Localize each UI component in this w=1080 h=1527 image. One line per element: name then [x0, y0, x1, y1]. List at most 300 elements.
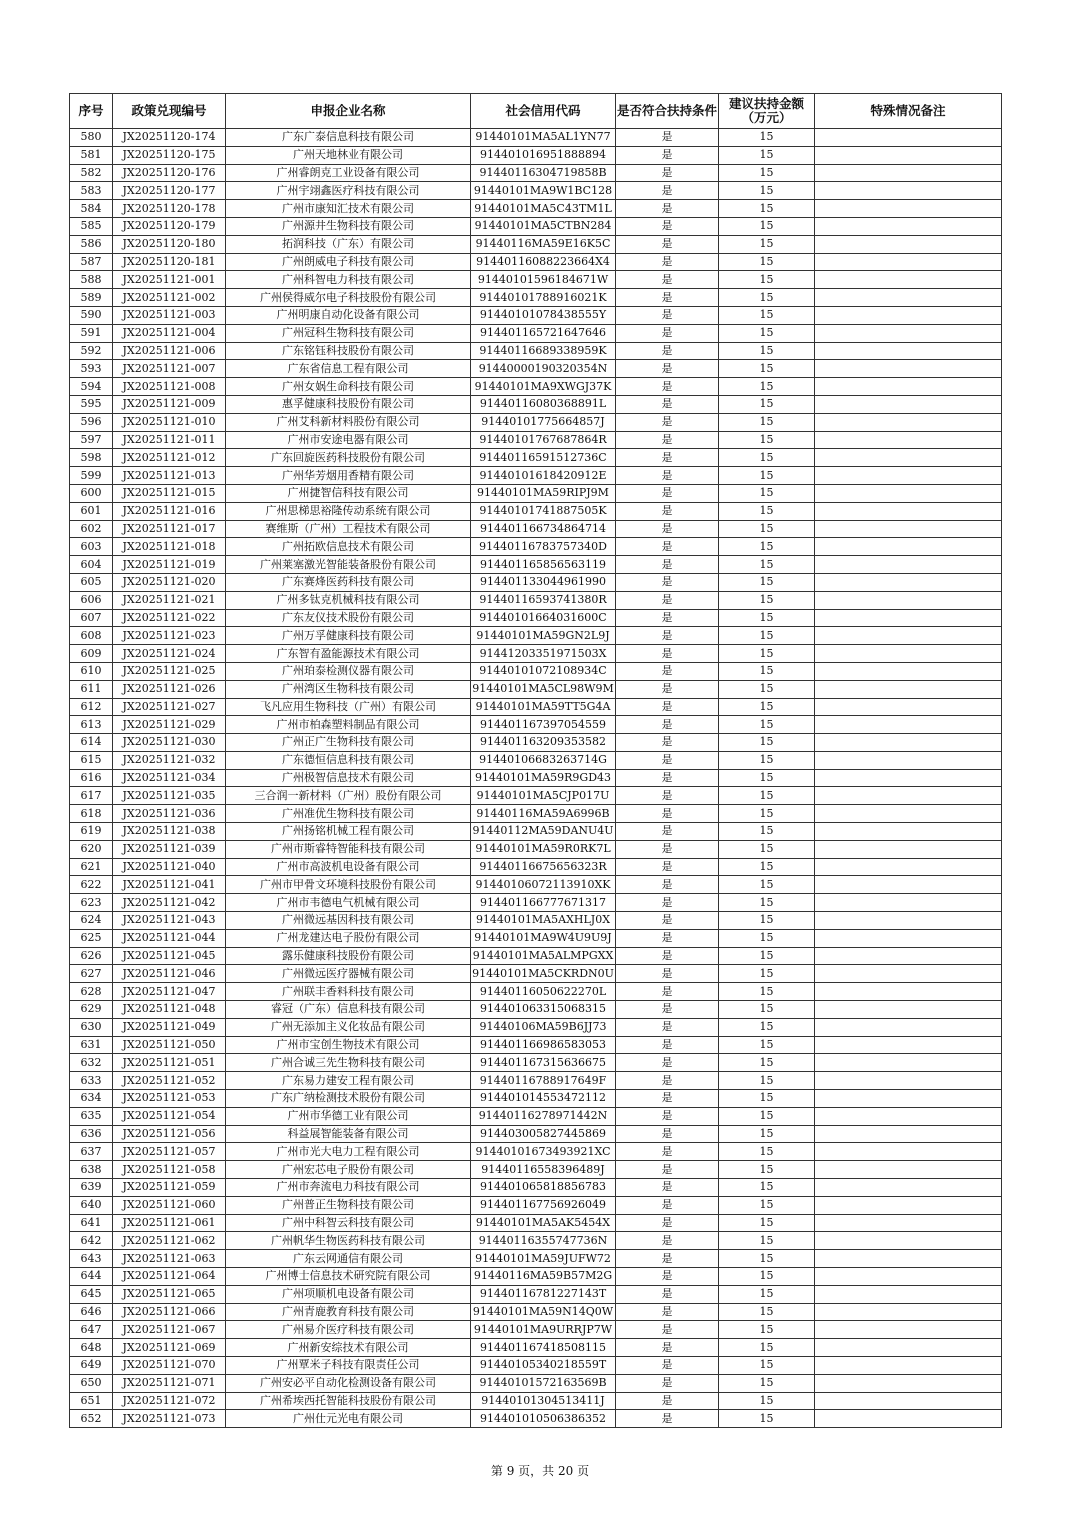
cell-credit-code: 91440101664031600C: [471, 609, 616, 627]
cell-company-name: 广州宇翊鑫医疗科技有限公司: [226, 182, 471, 200]
col-header-remark: 特殊情况备注: [815, 94, 1002, 129]
cell-credit-code: 914401166986583053: [471, 1036, 616, 1054]
cell-company-name: 广州市康知汇技术有限公司: [226, 200, 471, 218]
cell-amount: 15: [719, 271, 815, 289]
cell-eligible: 是: [616, 1250, 719, 1268]
cell-credit-code: 91440101078438555Y: [471, 306, 616, 324]
cell-amount: 15: [719, 1285, 815, 1303]
cell-policy-code: JX20251121-036: [113, 805, 226, 823]
table-header: [70, 94, 1002, 129]
cell-policy-code: JX20251121-040: [113, 858, 226, 876]
cell-eligible: 是: [616, 716, 719, 734]
table-row: [70, 609, 1002, 627]
cell-company-name: 广州市高波机电设备有限公司: [226, 858, 471, 876]
cell-amount: 15: [719, 1161, 815, 1179]
cell-remark: [815, 840, 1002, 858]
table-body: [70, 129, 1002, 1428]
cell-eligible: 是: [616, 894, 719, 912]
cell-credit-code: 91440116675656323R: [471, 858, 616, 876]
cell-index: 605: [70, 573, 113, 591]
cell-company-name: 广州朗威电子科技有限公司: [226, 253, 471, 271]
cell-remark: [815, 716, 1002, 734]
cell-index: 637: [70, 1143, 113, 1161]
table-row: [70, 1303, 1002, 1321]
cell-credit-code: 91440101MA5AL1YN77: [471, 129, 616, 147]
cell-amount: 15: [719, 609, 815, 627]
cell-eligible: 是: [616, 876, 719, 894]
table-row: [70, 467, 1002, 485]
cell-eligible: 是: [616, 235, 719, 253]
table-row: [70, 1196, 1002, 1214]
cell-eligible: 是: [616, 164, 719, 182]
cell-amount: 15: [719, 894, 815, 912]
cell-policy-code: JX20251121-064: [113, 1268, 226, 1286]
cell-remark: [815, 556, 1002, 574]
cell-credit-code: 914401167315636675: [471, 1054, 616, 1072]
cell-amount: 15: [719, 912, 815, 930]
cell-eligible: 是: [616, 1356, 719, 1374]
cell-policy-code: JX20251121-065: [113, 1285, 226, 1303]
table-row: [70, 1161, 1002, 1179]
table-row: [70, 1107, 1002, 1125]
cell-company-name: 广州市宝创生物技术有限公司: [226, 1036, 471, 1054]
col-header-index: 序号: [70, 94, 113, 129]
cell-credit-code: 91440101MA9W1BC128: [471, 182, 616, 200]
cell-eligible: 是: [616, 1392, 719, 1410]
cell-eligible: 是: [616, 609, 719, 627]
cell-amount: 15: [719, 342, 815, 360]
cell-remark: [815, 1196, 1002, 1214]
cell-remark: [815, 894, 1002, 912]
cell-amount: 15: [719, 1410, 815, 1428]
cell-remark: [815, 662, 1002, 680]
cell-amount: 15: [719, 360, 815, 378]
table-row: [70, 253, 1002, 271]
cell-company-name: 广州易介医疗科技有限公司: [226, 1321, 471, 1339]
cell-company-name: 广州明康自动化设备有限公司: [226, 306, 471, 324]
cell-policy-code: JX20251121-009: [113, 395, 226, 413]
cell-amount: 15: [719, 1303, 815, 1321]
cell-eligible: 是: [616, 129, 719, 147]
cell-credit-code: 91440101MA5CTBN284: [471, 217, 616, 235]
cell-company-name: 拓润科技（广东）有限公司: [226, 235, 471, 253]
cell-company-name: 广州市甲骨文环境科技股份有限公司: [226, 876, 471, 894]
cell-policy-code: JX20251121-046: [113, 965, 226, 983]
cell-index: 627: [70, 965, 113, 983]
cell-policy-code: JX20251121-073: [113, 1410, 226, 1428]
table-row: [70, 538, 1002, 556]
cell-remark: [815, 306, 1002, 324]
cell-remark: [815, 573, 1002, 591]
cell-remark: [815, 1036, 1002, 1054]
cell-policy-code: JX20251120-180: [113, 235, 226, 253]
cell-credit-code: 91440116689338959K: [471, 342, 616, 360]
cell-policy-code: JX20251120-176: [113, 164, 226, 182]
cell-remark: [815, 449, 1002, 467]
cell-eligible: 是: [616, 983, 719, 1001]
cell-policy-code: JX20251121-070: [113, 1356, 226, 1374]
cell-amount: 15: [719, 1356, 815, 1374]
cell-policy-code: JX20251121-004: [113, 324, 226, 342]
table-row: [70, 1410, 1002, 1428]
cell-policy-code: JX20251121-041: [113, 876, 226, 894]
cell-index: 588: [70, 271, 113, 289]
cell-policy-code: JX20251121-060: [113, 1196, 226, 1214]
table-row: [70, 876, 1002, 894]
cell-amount: 15: [719, 1090, 815, 1108]
table-row: [70, 1268, 1002, 1286]
cell-credit-code: 91440101788916021K: [471, 289, 616, 307]
cell-index: 597: [70, 431, 113, 449]
cell-amount: 15: [719, 1179, 815, 1197]
cell-credit-code: 914401167756926049: [471, 1196, 616, 1214]
cell-company-name: 广州市安途电器有限公司: [226, 431, 471, 449]
cell-credit-code: 914401163209353582: [471, 734, 616, 752]
cell-index: 629: [70, 1001, 113, 1019]
cell-index: 652: [70, 1410, 113, 1428]
cell-credit-code: 91440116781227143T: [471, 1285, 616, 1303]
cell-eligible: 是: [616, 823, 719, 841]
cell-amount: 15: [719, 413, 815, 431]
cell-eligible: 是: [616, 698, 719, 716]
cell-company-name: 广州华芳烟用香精有限公司: [226, 467, 471, 485]
cell-company-name: 三合润一新材料（广州）股份有限公司: [226, 787, 471, 805]
table-row: [70, 1285, 1002, 1303]
cell-index: 616: [70, 769, 113, 787]
table-row: [70, 1125, 1002, 1143]
cell-index: 647: [70, 1321, 113, 1339]
cell-credit-code: 91440101MA9URRJP7W: [471, 1321, 616, 1339]
cell-policy-code: JX20251121-012: [113, 449, 226, 467]
cell-policy-code: JX20251120-174: [113, 129, 226, 147]
cell-remark: [815, 538, 1002, 556]
cell-credit-code: 91440101MA59TT5G4A: [471, 698, 616, 716]
cell-remark: [815, 876, 1002, 894]
cell-amount: 15: [719, 520, 815, 538]
cell-remark: [815, 1001, 1002, 1019]
table-row: [70, 716, 1002, 734]
cell-index: 645: [70, 1285, 113, 1303]
table-row: [70, 431, 1002, 449]
cell-credit-code: 91440101596184671W: [471, 271, 616, 289]
cell-credit-code: 91440101MA5CL98W9M: [471, 680, 616, 698]
table-row: [70, 146, 1002, 164]
cell-company-name: 广州项顺机电设备有限公司: [226, 1285, 471, 1303]
cell-index: 644: [70, 1268, 113, 1286]
table-row: [70, 1090, 1002, 1108]
cell-amount: 15: [719, 1268, 815, 1286]
cell-company-name: 广州青鹿教育科技有限公司: [226, 1303, 471, 1321]
cell-policy-code: JX20251121-017: [113, 520, 226, 538]
cell-eligible: 是: [616, 1214, 719, 1232]
cell-index: 596: [70, 413, 113, 431]
cell-policy-code: JX20251121-021: [113, 591, 226, 609]
cell-policy-code: JX20251121-067: [113, 1321, 226, 1339]
table-row: [70, 1072, 1002, 1090]
cell-policy-code: JX20251121-024: [113, 645, 226, 663]
cell-remark: [815, 1356, 1002, 1374]
page-footer: 第 9 页，共 20 页: [490, 1464, 590, 1478]
cell-amount: 15: [719, 947, 815, 965]
cell-company-name: 广州覃米子科技有限责任公司: [226, 1356, 471, 1374]
cell-amount: 15: [719, 1107, 815, 1125]
cell-index: 643: [70, 1250, 113, 1268]
cell-eligible: 是: [616, 1339, 719, 1357]
cell-index: 614: [70, 734, 113, 752]
cell-remark: [815, 751, 1002, 769]
cell-remark: [815, 146, 1002, 164]
cell-amount: 15: [719, 627, 815, 645]
cell-policy-code: JX20251120-181: [113, 253, 226, 271]
cell-credit-code: 91440101572163569B: [471, 1374, 616, 1392]
cell-company-name: 广州莱塞激光智能装备股份有限公司: [226, 556, 471, 574]
cell-index: 611: [70, 680, 113, 698]
cell-credit-code: 914401167418508115: [471, 1339, 616, 1357]
cell-index: 640: [70, 1196, 113, 1214]
cell-remark: [815, 912, 1002, 930]
cell-credit-code: 91440106683263714G: [471, 751, 616, 769]
cell-amount: 15: [719, 502, 815, 520]
cell-eligible: 是: [616, 912, 719, 930]
cell-amount: 15: [719, 823, 815, 841]
cell-company-name: 广州极智信息技术有限公司: [226, 769, 471, 787]
table-row: [70, 324, 1002, 342]
col-header-credit-code: 社会信用代码: [471, 94, 616, 129]
cell-company-name: 广州天地林业有限公司: [226, 146, 471, 164]
cell-eligible: 是: [616, 200, 719, 218]
cell-remark: [815, 1107, 1002, 1125]
cell-policy-code: JX20251121-066: [113, 1303, 226, 1321]
cell-amount: 15: [719, 235, 815, 253]
cell-index: 633: [70, 1072, 113, 1090]
cell-amount: 15: [719, 591, 815, 609]
cell-remark: [815, 1303, 1002, 1321]
cell-policy-code: JX20251121-010: [113, 413, 226, 431]
cell-index: 624: [70, 912, 113, 930]
cell-amount: 15: [719, 378, 815, 396]
table-row: [70, 823, 1002, 841]
cell-amount: 15: [719, 289, 815, 307]
cell-eligible: 是: [616, 840, 719, 858]
cell-index: 582: [70, 164, 113, 182]
cell-company-name: 广州市韦德电气机械有限公司: [226, 894, 471, 912]
cell-policy-code: JX20251121-050: [113, 1036, 226, 1054]
cell-policy-code: JX20251121-020: [113, 573, 226, 591]
table-row: [70, 1339, 1002, 1357]
cell-remark: [815, 823, 1002, 841]
table-row: [70, 1036, 1002, 1054]
cell-credit-code: 914401063315068315: [471, 1001, 616, 1019]
cell-eligible: 是: [616, 662, 719, 680]
cell-index: 642: [70, 1232, 113, 1250]
cell-company-name: 广州思梯思裕隆传动系统有限公司: [226, 502, 471, 520]
cell-eligible: 是: [616, 1036, 719, 1054]
cell-index: 628: [70, 983, 113, 1001]
cell-remark: [815, 342, 1002, 360]
table-row: [70, 235, 1002, 253]
cell-index: 599: [70, 467, 113, 485]
cell-credit-code: 91440101MA59JUFW72: [471, 1250, 616, 1268]
cell-eligible: 是: [616, 1054, 719, 1072]
cell-index: 598: [70, 449, 113, 467]
cell-remark: [815, 467, 1002, 485]
cell-index: 646: [70, 1303, 113, 1321]
cell-policy-code: JX20251121-054: [113, 1107, 226, 1125]
cell-index: 619: [70, 823, 113, 841]
table-row: [70, 164, 1002, 182]
cell-remark: [815, 289, 1002, 307]
cell-credit-code: 91440101MA5CJP017U: [471, 787, 616, 805]
cell-credit-code: 91440101MA59GN2L9J: [471, 627, 616, 645]
cell-company-name: 广州联丰香料科技有限公司: [226, 983, 471, 1001]
cell-index: 610: [70, 662, 113, 680]
cell-eligible: 是: [616, 449, 719, 467]
cell-policy-code: JX20251121-011: [113, 431, 226, 449]
col-header-eligible: 是否符合扶持条件: [616, 94, 719, 129]
cell-credit-code: 91440116783757340D: [471, 538, 616, 556]
cell-amount: 15: [719, 680, 815, 698]
table-row: [70, 289, 1002, 307]
cell-credit-code: 914401014553472112: [471, 1090, 616, 1108]
cell-credit-code: 91440116591512736C: [471, 449, 616, 467]
cell-index: 612: [70, 698, 113, 716]
table-row: [70, 1001, 1002, 1019]
cell-policy-code: JX20251121-049: [113, 1018, 226, 1036]
cell-policy-code: JX20251121-018: [113, 538, 226, 556]
cell-amount: 15: [719, 1001, 815, 1019]
cell-eligible: 是: [616, 1072, 719, 1090]
cell-policy-code: JX20251120-175: [113, 146, 226, 164]
cell-eligible: 是: [616, 734, 719, 752]
table-row: [70, 1321, 1002, 1339]
cell-policy-code: JX20251121-062: [113, 1232, 226, 1250]
table-row: [70, 912, 1002, 930]
cell-policy-code: JX20251121-034: [113, 769, 226, 787]
table-row: [70, 751, 1002, 769]
cell-credit-code: 91440116088223664X4: [471, 253, 616, 271]
cell-remark: [815, 1321, 1002, 1339]
table-row: [70, 217, 1002, 235]
cell-policy-code: JX20251121-025: [113, 662, 226, 680]
cell-eligible: 是: [616, 1321, 719, 1339]
cell-remark: [815, 360, 1002, 378]
cell-credit-code: 91440116MA59A6996B: [471, 805, 616, 823]
table-row: [70, 271, 1002, 289]
cell-amount: 15: [719, 751, 815, 769]
cell-amount: 15: [719, 395, 815, 413]
cell-credit-code: 91440101MA5ALMPGXX: [471, 947, 616, 965]
cell-credit-code: 91440116278971442N: [471, 1107, 616, 1125]
cell-eligible: 是: [616, 627, 719, 645]
cell-index: 591: [70, 324, 113, 342]
cell-company-name: 广州市光大电力工程有限公司: [226, 1143, 471, 1161]
cell-eligible: 是: [616, 1090, 719, 1108]
cell-index: 607: [70, 609, 113, 627]
cell-credit-code: 91440101MA5C43TM1L: [471, 200, 616, 218]
cell-index: 592: [70, 342, 113, 360]
cell-remark: [815, 1161, 1002, 1179]
cell-company-name: 广州源井生物科技有限公司: [226, 217, 471, 235]
cell-credit-code: 91440101304513411J: [471, 1392, 616, 1410]
table-row: [70, 200, 1002, 218]
cell-credit-code: 91440101MA59RIPJ9M: [471, 484, 616, 502]
cell-remark: [815, 983, 1002, 1001]
table-row: [70, 1374, 1002, 1392]
cell-company-name: 广州准优生物科技有限公司: [226, 805, 471, 823]
table-row: [70, 698, 1002, 716]
cell-amount: 15: [719, 716, 815, 734]
cell-index: 615: [70, 751, 113, 769]
cell-company-name: 广州市华德工业有限公司: [226, 1107, 471, 1125]
cell-credit-code: 91440101775664857J: [471, 413, 616, 431]
cell-eligible: 是: [616, 253, 719, 271]
table-row: [70, 556, 1002, 574]
cell-amount: 15: [719, 965, 815, 983]
cell-company-name: 广东回旋医药科技股份有限公司: [226, 449, 471, 467]
cell-credit-code: 914401065818856783: [471, 1179, 616, 1197]
cell-amount: 15: [719, 146, 815, 164]
cell-eligible: 是: [616, 947, 719, 965]
cell-credit-code: 91440116593741380R: [471, 591, 616, 609]
cell-remark: [815, 271, 1002, 289]
cell-company-name: 广东云网通信有限公司: [226, 1250, 471, 1268]
table-row: [70, 983, 1002, 1001]
cell-eligible: 是: [616, 1018, 719, 1036]
cell-eligible: 是: [616, 556, 719, 574]
cell-credit-code: 91440101MA9XWGJ37K: [471, 378, 616, 396]
cell-amount: 15: [719, 1250, 815, 1268]
cell-policy-code: JX20251121-052: [113, 1072, 226, 1090]
cell-eligible: 是: [616, 1125, 719, 1143]
cell-eligible: 是: [616, 395, 719, 413]
cell-policy-code: JX20251120-178: [113, 200, 226, 218]
table-row: [70, 502, 1002, 520]
cell-index: 587: [70, 253, 113, 271]
cell-eligible: 是: [616, 805, 719, 823]
cell-amount: 15: [719, 876, 815, 894]
cell-policy-code: JX20251121-030: [113, 734, 226, 752]
cell-credit-code: 91440101767687864R: [471, 431, 616, 449]
cell-index: 586: [70, 235, 113, 253]
cell-index: 623: [70, 894, 113, 912]
table-row: [70, 1250, 1002, 1268]
cell-remark: [815, 253, 1002, 271]
table-row: [70, 1054, 1002, 1072]
cell-policy-code: JX20251121-059: [113, 1179, 226, 1197]
cell-credit-code: 91440116MA59E16K5C: [471, 235, 616, 253]
cell-credit-code: 91440101618420912E: [471, 467, 616, 485]
cell-amount: 15: [719, 805, 815, 823]
cell-amount: 15: [719, 484, 815, 502]
cell-credit-code: 914401016951888894: [471, 146, 616, 164]
cell-eligible: 是: [616, 467, 719, 485]
cell-company-name: 广州珀泰检测仪器有限公司: [226, 662, 471, 680]
cell-policy-code: JX20251121-008: [113, 378, 226, 396]
cell-eligible: 是: [616, 146, 719, 164]
cell-company-name: 广州龙建达电子股份有限公司: [226, 929, 471, 947]
cell-policy-code: JX20251121-057: [113, 1143, 226, 1161]
cell-index: 648: [70, 1339, 113, 1357]
cell-remark: [815, 1410, 1002, 1428]
cell-eligible: 是: [616, 324, 719, 342]
cell-policy-code: JX20251121-053: [113, 1090, 226, 1108]
cell-eligible: 是: [616, 645, 719, 663]
cell-remark: [815, 395, 1002, 413]
cell-company-name: 广州新安综技术有限公司: [226, 1339, 471, 1357]
cell-remark: [815, 787, 1002, 805]
cell-amount: 15: [719, 573, 815, 591]
cell-index: 622: [70, 876, 113, 894]
